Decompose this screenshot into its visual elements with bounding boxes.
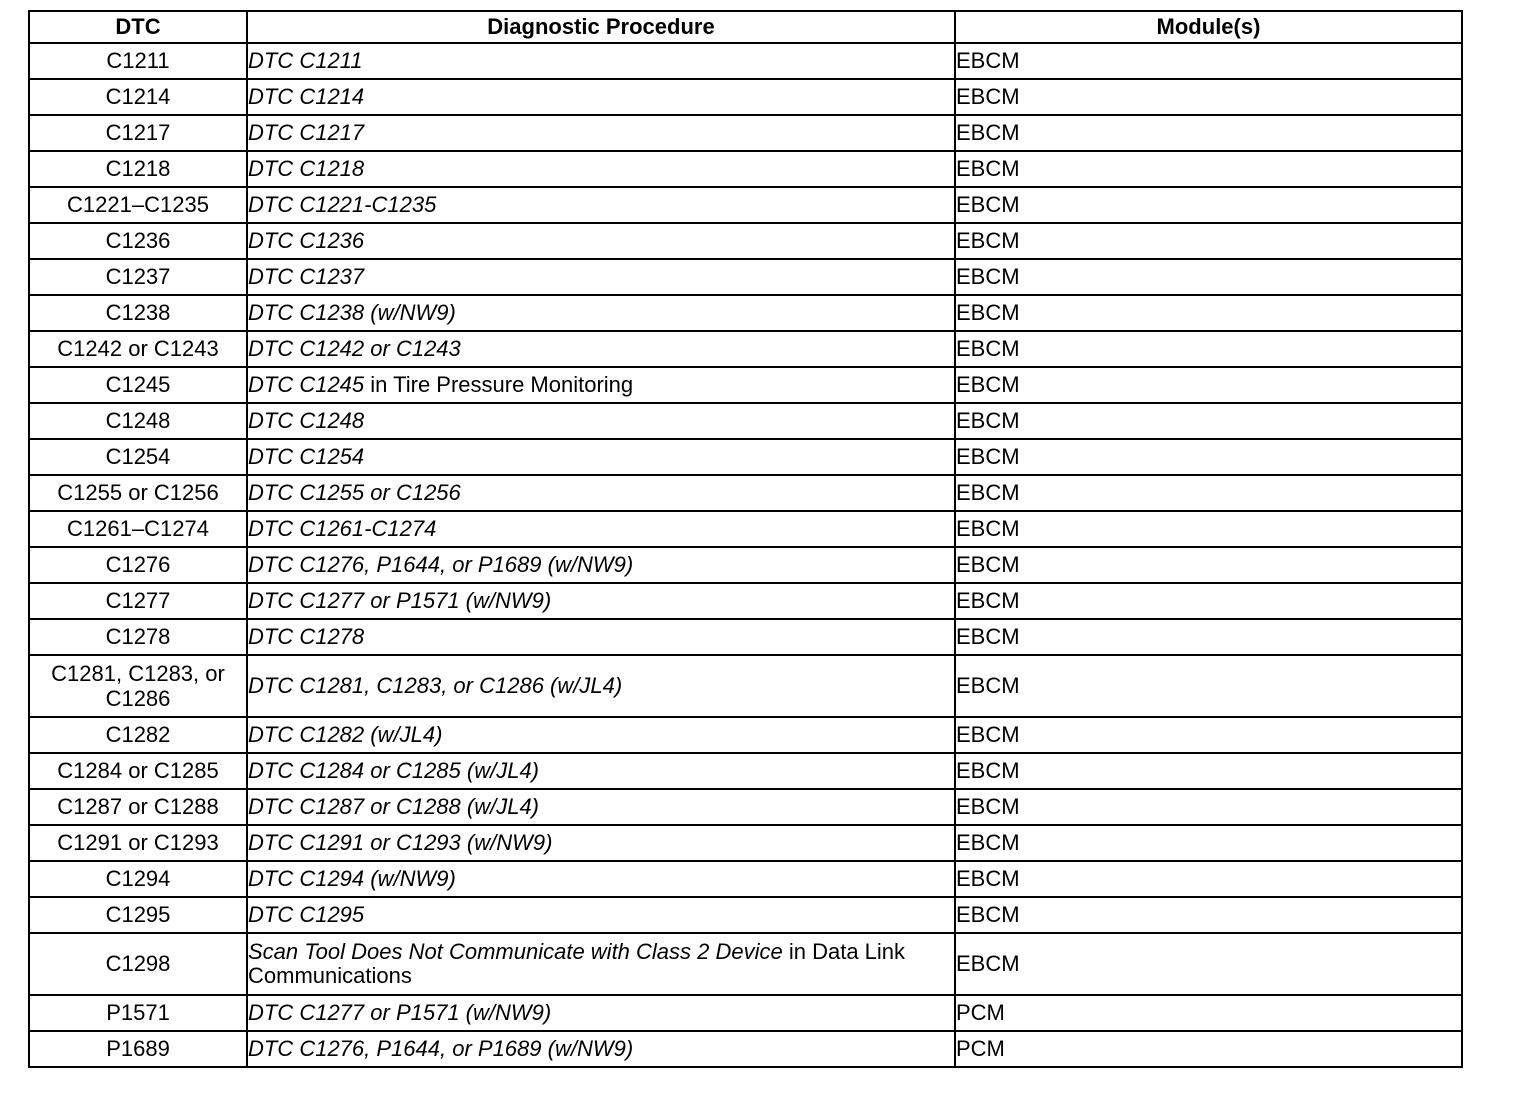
procedure-cell xyxy=(247,619,955,655)
procedure-link-text: DTC C1214 xyxy=(248,84,365,109)
procedure-link-text: DTC C1218 xyxy=(248,156,365,181)
module-cell: EBCM xyxy=(955,547,1462,583)
table-row xyxy=(29,43,1462,79)
dtc-code-cell: C1254 xyxy=(29,439,247,475)
module-cell: EBCM xyxy=(955,897,1462,933)
procedure-link-text: DTC C1277 or P1571 (w/NW9) xyxy=(248,1000,552,1025)
module-cell: EBCM xyxy=(955,115,1462,151)
procedure-link-text: DTC C1211 xyxy=(248,48,363,73)
procedure-cell xyxy=(247,933,955,995)
module-cell: EBCM xyxy=(955,655,1462,717)
procedure-cell xyxy=(247,403,955,439)
module-cell: EBCM xyxy=(955,825,1462,861)
procedure-cell xyxy=(247,547,955,583)
procedure-cell xyxy=(247,259,955,295)
table-row xyxy=(29,1031,1462,1067)
header-row xyxy=(29,11,1462,43)
module-cell: EBCM xyxy=(955,861,1462,897)
module-cell: EBCM xyxy=(955,295,1462,331)
procedure-cell xyxy=(247,151,955,187)
module-cell: EBCM xyxy=(955,753,1462,789)
procedure-cell xyxy=(247,511,955,547)
table-row xyxy=(29,187,1462,223)
dtc-code-cell: C1282 xyxy=(29,717,247,753)
table-row xyxy=(29,547,1462,583)
procedure-link-text: DTC C1245 xyxy=(248,372,365,397)
procedure-location-text: in Tire Pressure Monitoring xyxy=(364,372,634,397)
procedure-cell xyxy=(247,475,955,511)
procedure-link-text: DTC C1221-C1235 xyxy=(248,192,437,217)
procedure-cell xyxy=(247,789,955,825)
module-cell: EBCM xyxy=(955,223,1462,259)
procedure-cell xyxy=(247,753,955,789)
dtc-code-cell: C1242 or C1243 xyxy=(29,331,247,367)
procedure-link-text: DTC C1278 xyxy=(248,624,365,649)
table-row xyxy=(29,475,1462,511)
module-cell: PCM xyxy=(955,1031,1462,1067)
dtc-code-cell: C1236 xyxy=(29,223,247,259)
dtc-code-cell: C1217 xyxy=(29,115,247,151)
dtc-code-cell: C1291 or C1293 xyxy=(29,825,247,861)
dtc-code-cell: C1248 xyxy=(29,403,247,439)
procedure-link-text: DTC C1237 xyxy=(248,264,365,289)
module-cell: EBCM xyxy=(955,79,1462,115)
procedure-link-text: DTC C1217 xyxy=(248,120,365,145)
table-row xyxy=(29,115,1462,151)
procedure-link-text: DTC C1248 xyxy=(248,408,365,433)
module-cell: EBCM xyxy=(955,331,1462,367)
dtc-code-cell: C1261–C1274 xyxy=(29,511,247,547)
procedure-cell xyxy=(247,825,955,861)
module-cell: EBCM xyxy=(955,367,1462,403)
dtc-code-cell: C1238 xyxy=(29,295,247,331)
procedure-link-text: DTC C1276, P1644, or P1689 (w/NW9) xyxy=(248,1036,634,1061)
module-cell: EBCM xyxy=(955,511,1462,547)
procedure-cell xyxy=(247,367,955,403)
dtc-code-cell: P1571 xyxy=(29,995,247,1031)
procedure-cell xyxy=(247,187,955,223)
table-row xyxy=(29,403,1462,439)
module-cell: EBCM xyxy=(955,403,1462,439)
table-row xyxy=(29,825,1462,861)
table-row xyxy=(29,619,1462,655)
dtc-code-cell: C1277 xyxy=(29,583,247,619)
table-row xyxy=(29,367,1462,403)
procedure-link-text: DTC C1242 or C1243 xyxy=(248,336,461,361)
procedure-cell xyxy=(247,995,955,1031)
dtc-code-cell: C1284 or C1285 xyxy=(29,753,247,789)
table-row xyxy=(29,995,1462,1031)
dtc-code-cell: C1214 xyxy=(29,79,247,115)
procedure-cell xyxy=(247,655,955,717)
procedure-link-text: DTC C1294 (w/NW9) xyxy=(248,866,456,891)
table-row xyxy=(29,655,1462,717)
procedure-link-text: DTC C1291 or C1293 (w/NW9) xyxy=(248,830,553,855)
dtc-code-cell: C1295 xyxy=(29,897,247,933)
procedure-cell xyxy=(247,223,955,259)
procedure-cell xyxy=(247,439,955,475)
table-row xyxy=(29,583,1462,619)
table-row xyxy=(29,259,1462,295)
procedure-link-text: DTC C1287 or C1288 (w/JL4) xyxy=(248,794,540,819)
procedure-link-text: DTC C1295 xyxy=(248,902,365,927)
module-cell: PCM xyxy=(955,995,1462,1031)
procedure-cell xyxy=(247,897,955,933)
procedure-link-text: DTC C1277 or P1571 (w/NW9) xyxy=(248,588,552,613)
table-row xyxy=(29,331,1462,367)
procedure-cell xyxy=(247,861,955,897)
module-cell: EBCM xyxy=(955,475,1462,511)
dtc-code-cell: C1278 xyxy=(29,619,247,655)
procedure-cell xyxy=(247,115,955,151)
procedure-link-text: DTC C1238 (w/NW9) xyxy=(248,300,456,325)
procedure-link-text: DTC C1281, C1283, or C1286 (w/JL4) xyxy=(248,673,623,698)
dtc-header: DTC xyxy=(29,11,247,43)
module-cell: EBCM xyxy=(955,187,1462,223)
module-cell: EBCM xyxy=(955,717,1462,753)
table-row xyxy=(29,717,1462,753)
table-row xyxy=(29,295,1462,331)
module-cell: EBCM xyxy=(955,259,1462,295)
module-cell: EBCM xyxy=(955,439,1462,475)
dtc-code-cell: C1276 xyxy=(29,547,247,583)
procedure-link-text: DTC C1261-C1274 xyxy=(248,516,437,541)
dtc-code-cell: C1211 xyxy=(29,43,247,79)
procedure-header: Diagnostic Procedure xyxy=(247,11,955,43)
dtc-code-cell: C1218 xyxy=(29,151,247,187)
table-row xyxy=(29,897,1462,933)
dtc-code-cell: C1287 or C1288 xyxy=(29,789,247,825)
procedure-cell xyxy=(247,79,955,115)
procedure-cell xyxy=(247,717,955,753)
dtc-code-cell: C1221–C1235 xyxy=(29,187,247,223)
dtc-code-cell: C1237 xyxy=(29,259,247,295)
table-row xyxy=(29,511,1462,547)
procedure-link-text: DTC C1236 xyxy=(248,228,365,253)
table-row xyxy=(29,861,1462,897)
table-row xyxy=(29,151,1462,187)
table-row xyxy=(29,223,1462,259)
procedure-cell xyxy=(247,43,955,79)
procedure-link-text: DTC C1254 xyxy=(248,444,365,469)
module-cell: EBCM xyxy=(955,151,1462,187)
table-row xyxy=(29,933,1462,995)
procedure-link-text: DTC C1276, P1644, or P1689 (w/NW9) xyxy=(248,552,634,577)
modules-header: Module(s) xyxy=(955,11,1462,43)
table-row xyxy=(29,753,1462,789)
dtc-code-cell: C1245 xyxy=(29,367,247,403)
dtc-code-cell: C1294 xyxy=(29,861,247,897)
dtc-code-cell: C1281, C1283, or C1286 xyxy=(29,655,247,717)
procedure-link-text: DTC C1282 (w/JL4) xyxy=(248,722,443,747)
table-body xyxy=(29,43,1462,1067)
procedure-cell xyxy=(247,1031,955,1067)
module-cell: EBCM xyxy=(955,43,1462,79)
dtc-table xyxy=(28,10,1463,1068)
procedure-cell xyxy=(247,331,955,367)
procedure-location-text: in Data Link Communications xyxy=(248,939,906,988)
table-row xyxy=(29,439,1462,475)
procedure-cell xyxy=(247,583,955,619)
module-cell: EBCM xyxy=(955,583,1462,619)
table-row xyxy=(29,79,1462,115)
module-cell: EBCM xyxy=(955,933,1462,995)
module-cell: EBCM xyxy=(955,789,1462,825)
procedure-link-text: DTC C1255 or C1256 xyxy=(248,480,461,505)
procedure-cell xyxy=(247,295,955,331)
procedure-link-text: DTC C1284 or C1285 (w/JL4) xyxy=(248,758,540,783)
dtc-code-cell: C1298 xyxy=(29,933,247,995)
dtc-code-cell: P1689 xyxy=(29,1031,247,1067)
dtc-code-cell: C1255 or C1256 xyxy=(29,475,247,511)
table-row xyxy=(29,789,1462,825)
module-cell: EBCM xyxy=(955,619,1462,655)
procedure-link-text: Scan Tool Does Not Communicate with Class 2 Device xyxy=(248,939,783,964)
